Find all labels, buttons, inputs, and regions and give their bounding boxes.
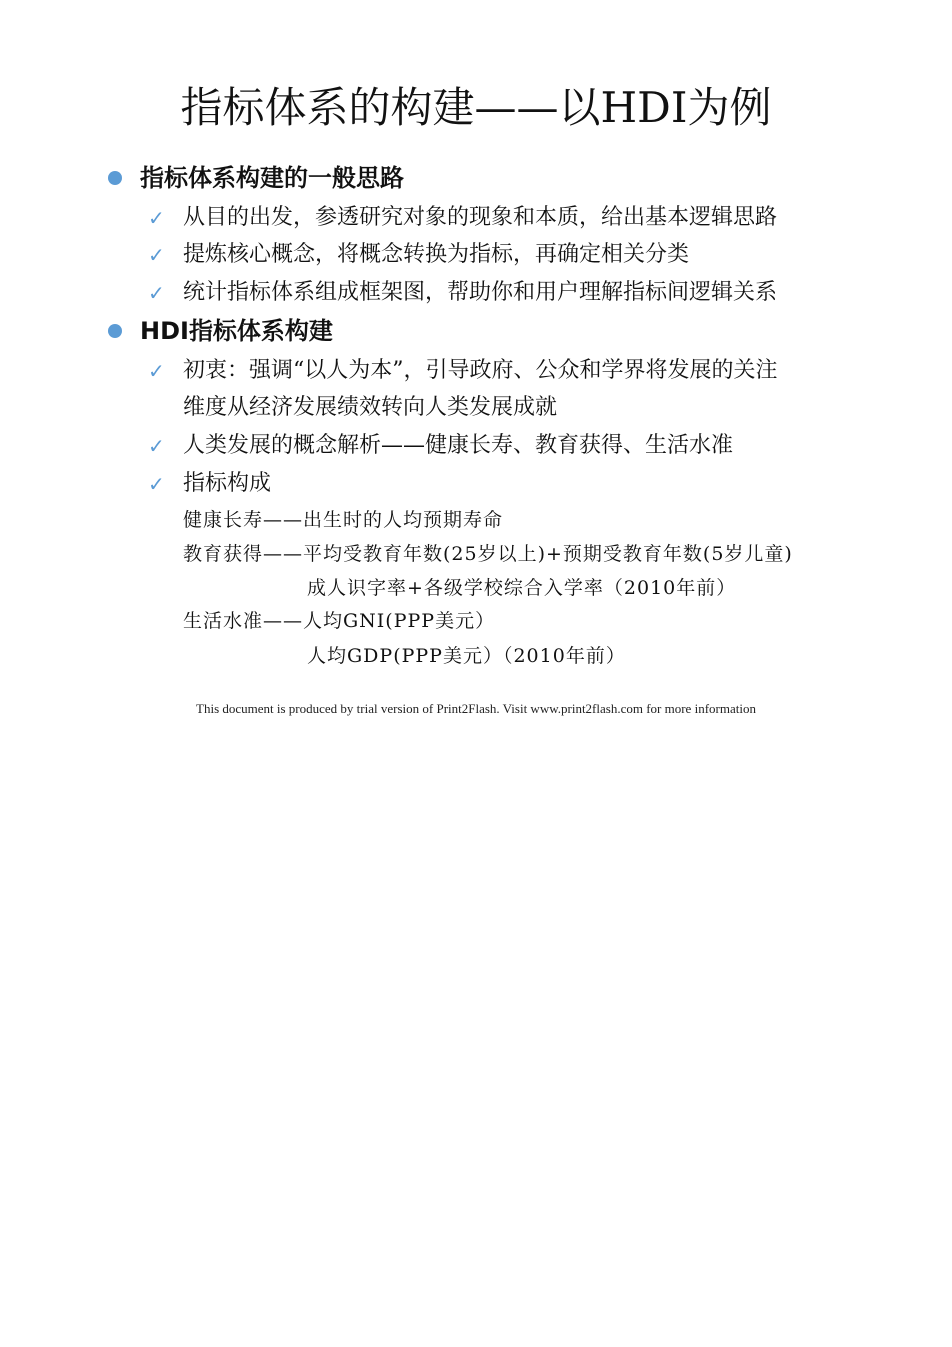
check-icon: ✓ — [148, 281, 165, 305]
check-icon: ✓ — [148, 359, 165, 383]
page-title: 指标体系的构建——以HDI为例 — [180, 83, 772, 132]
list-item-text: 提炼核心概念，将概念转换为指标，再确定相关分类 — [183, 242, 690, 267]
indicator-living-standard: 生活水准——人均GNI(PPP美元） — [183, 610, 496, 632]
check-icon: ✓ — [148, 472, 165, 496]
check-icon: ✓ — [148, 434, 165, 458]
indicator-living-standard-pre2010: 人均GDP(PPP美元）（2010年前） — [307, 645, 626, 667]
list-item-text: 从目的出发，参透研究对象的现象和本质，给出基本逻辑思路 — [183, 205, 778, 230]
indicator-education: 教育获得——平均受教育年数(25岁以上)+预期受教育年数(5岁儿童) — [183, 543, 793, 565]
list-item-text: 维度从经济发展绩效转向人类发展成就 — [183, 395, 558, 420]
list-item-text: 初衷：强调“以人为本”，引导政府、公众和学界将发展的关注 — [183, 358, 778, 383]
section-label: HDI指标体系构建 — [140, 317, 333, 345]
list-item-text: 指标构成 — [183, 471, 272, 496]
list-item-text: 统计指标体系组成框架图，帮助你和用户理解指标间逻辑关系 — [183, 280, 778, 305]
check-icon: ✓ — [148, 206, 165, 230]
section-label: 指标体系构建的一般思路 — [140, 164, 404, 192]
circle-bullet-icon — [108, 171, 122, 185]
check-icon: ✓ — [148, 243, 165, 267]
circle-bullet-icon — [108, 324, 122, 338]
list-item-text: 人类发展的概念解析——健康长寿、教育获得、生活水准 — [183, 433, 734, 458]
indicator-education-pre2010: 成人识字率+各级学校综合入学率（2010年前） — [307, 577, 737, 599]
trial-watermark-footer: This document is produced by trial version of Print2Flash. Visit www.print2flash.com for more information — [196, 701, 756, 716]
indicator-health: 健康长寿——出生时的人均预期寿命 — [183, 509, 504, 531]
